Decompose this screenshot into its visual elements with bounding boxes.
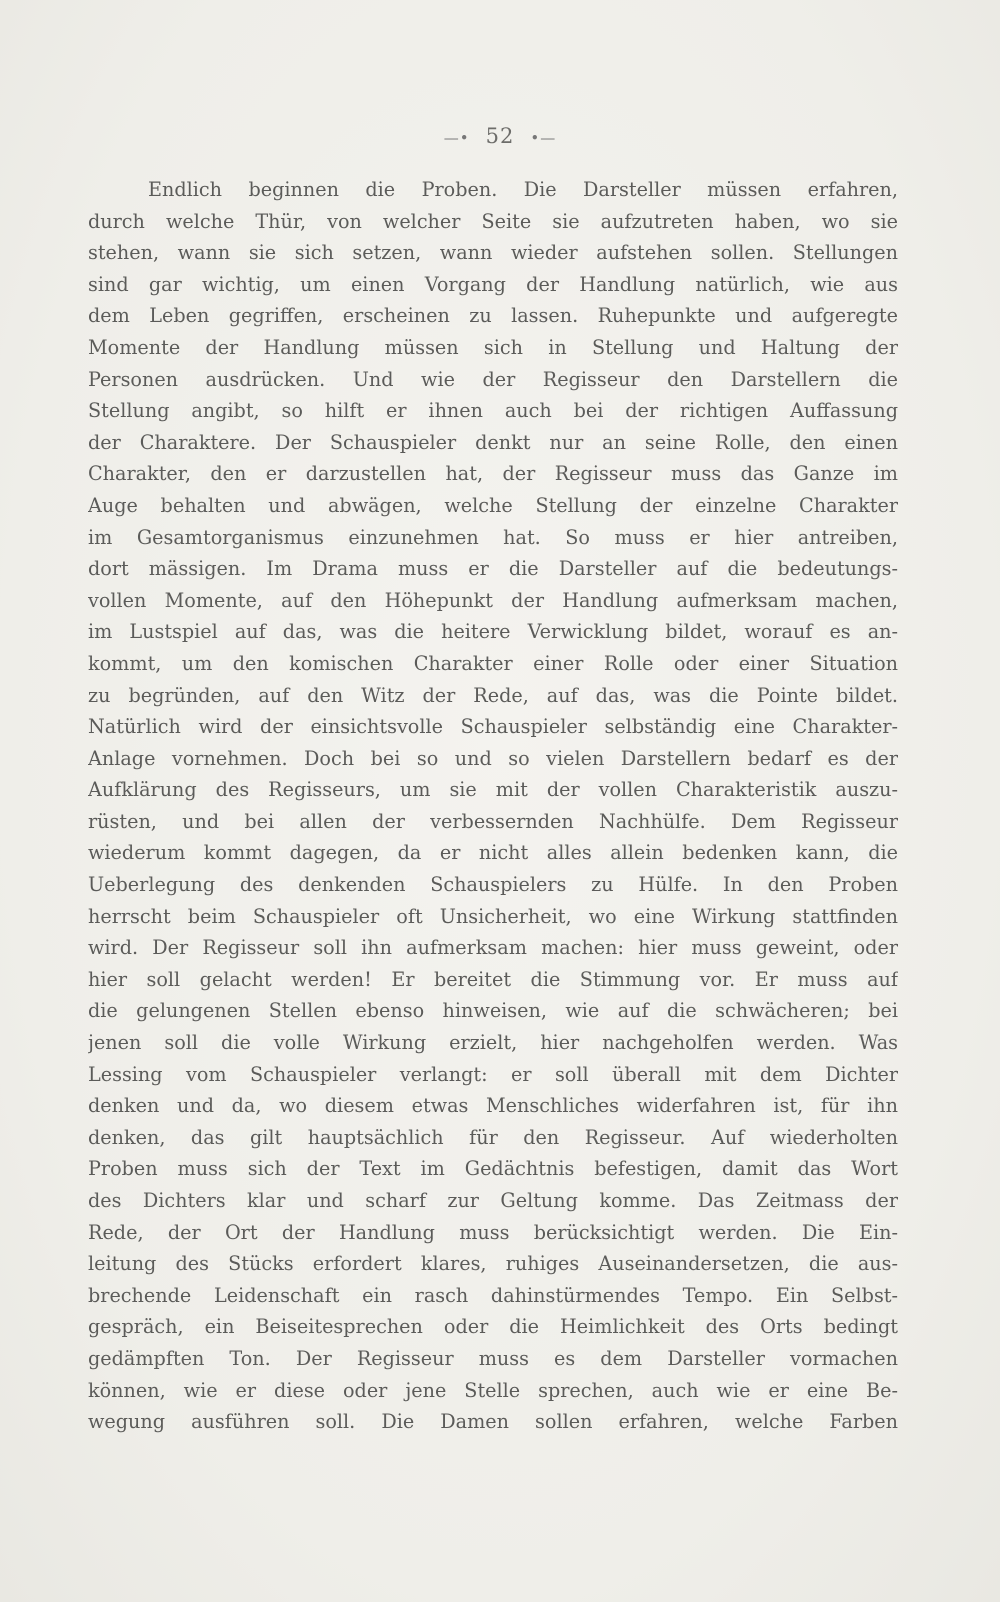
text-line: im Lustspiel auf das, was die heitere Verwicklung bildet, worauf es an- xyxy=(88,620,898,644)
text-line: rüsten, und bei allen der verbessernden Nachhülfe. Dem Regisseur xyxy=(88,809,898,833)
text-line: Natürlich wird der einsichtsvolle Schauspieler selbständig eine Charakter- xyxy=(88,715,898,739)
text-line: vollen Momente, auf den Höhepunkt der Handlung aufmerksam machen, xyxy=(88,588,898,612)
text-line: wiederum kommt dagegen, da er nicht alles allein bedenken kann, die xyxy=(88,841,898,865)
text-line: Rede, der Ort der Handlung muss berücksichtigt werden. Die Ein- xyxy=(88,1220,898,1244)
text-line: dem Leben gegriffen, erscheinen zu lassen. Ruhepunkte und aufgeregte xyxy=(88,304,898,328)
text-line: Aufklärung des Regisseurs, um sie mit der vollen Charakteristik auszu- xyxy=(88,778,898,802)
text-line: Momente der Handlung müssen sich in Stellung und Haltung der xyxy=(88,335,898,359)
text-line: dort mässigen. Im Drama muss er die Darsteller auf die bedeutungs- xyxy=(88,557,898,581)
body-text xyxy=(88,174,898,1438)
text-line: jenen soll die volle Wirkung erzielt, hier nachgeholfen werden. Was xyxy=(88,1031,898,1055)
text-line: Anlage vornehmen. Doch bei so und so vielen Darstellern bedarf es der xyxy=(88,746,898,770)
page-number-header xyxy=(0,124,1000,148)
text-line: Lessing vom Schauspieler verlangt: er soll überall mit dem Dichter xyxy=(88,1062,898,1086)
text-line: denken und da, wo diesem etwas Menschliches widerfahren ist, für ihn xyxy=(88,1094,898,1118)
text-line: des Dichters klar und scharf zur Geltung komme. Das Zeitmass der xyxy=(88,1189,898,1212)
text-line: gespräch, ein Beiseitesprechen oder die Heimlichkeit des Orts bedingt xyxy=(88,1315,898,1339)
text-line: Auge behalten und abwägen, welche Stellung der einzelne Charakter xyxy=(88,493,898,517)
text-line: brechende Leidenschaft ein rasch dahinstürmendes Tempo. Ein Selbst- xyxy=(88,1283,898,1307)
text-line: wird. Der Regisseur soll ihn aufmerksam machen: hier muss geweint, oder xyxy=(88,936,898,960)
text-line: sind gar wichtig, um einen Vorgang der Handlung natürlich, wie aus xyxy=(88,272,898,296)
text-line: stehen, wann sie sich setzen, wann wieder aufstehen sollen. Stellungen xyxy=(88,241,898,265)
text-line: denken, das gilt hauptsächlich für den Regisseur. Auf wiederholten xyxy=(88,1125,898,1149)
text-line: die gelungenen Stellen ebenso hinweisen, wie auf die schwächeren; bei xyxy=(88,999,898,1023)
text-line: der Charaktere. Der Schauspieler denkt nur an seine Rolle, den einen xyxy=(88,430,898,454)
text-line: können, wie er diese oder jene Stelle sprechen, auch wie er eine Be- xyxy=(88,1378,898,1402)
ornament-left: —• xyxy=(443,128,470,147)
text-line: Personen ausdrücken. Und wie der Regisseur den Darstellern die xyxy=(88,367,898,391)
text-line: durch welche Thür, von welcher Seite sie aufzutreten haben, wo sie xyxy=(88,209,898,233)
text-line: wegung ausführen soll. Die Damen sollen erfahren, welche Farben xyxy=(88,1410,898,1434)
text-line: Charakter, den er darzustellen hat, der Regisseur muss das Ganze im xyxy=(88,462,898,486)
text-line: im Gesamtorganismus einzunehmen hat. So muss er hier antreiben, xyxy=(88,525,898,549)
text-line: gedämpften Ton. Der Regisseur muss es dem Darsteller vormachen xyxy=(88,1346,898,1370)
text-line: leitung des Stücks erfordert klares, ruhiges Auseinandersetzen, die aus- xyxy=(88,1252,898,1276)
text-line: Proben muss sich der Text im Gedächtnis befestigen, damit das Wort xyxy=(88,1157,898,1181)
ornament-right: •— xyxy=(530,128,557,147)
text-line: Endlich beginnen die Proben. Die Darsteller müssen erfahren, xyxy=(148,178,898,201)
text-line: kommt, um den komischen Charakter einer Rolle oder einer Situation xyxy=(88,651,898,675)
text-line: Stellung angibt, so hilft er ihnen auch bei der richtigen Auffassung xyxy=(88,399,898,423)
text-line: hier soll gelacht werden! Er bereitet die Stimmung vor. Er muss auf xyxy=(88,967,898,991)
text-line: zu begründen, auf den Witz der Rede, auf das, was die Pointe bildet. xyxy=(88,683,898,707)
text-line: Ueberlegung des denkenden Schauspielers zu Hülfe. In den Proben xyxy=(88,873,898,897)
text-line: herrscht beim Schauspieler oft Unsicherheit, wo eine Wirkung stattfinden xyxy=(88,904,898,928)
page-number: 52 xyxy=(485,124,515,148)
